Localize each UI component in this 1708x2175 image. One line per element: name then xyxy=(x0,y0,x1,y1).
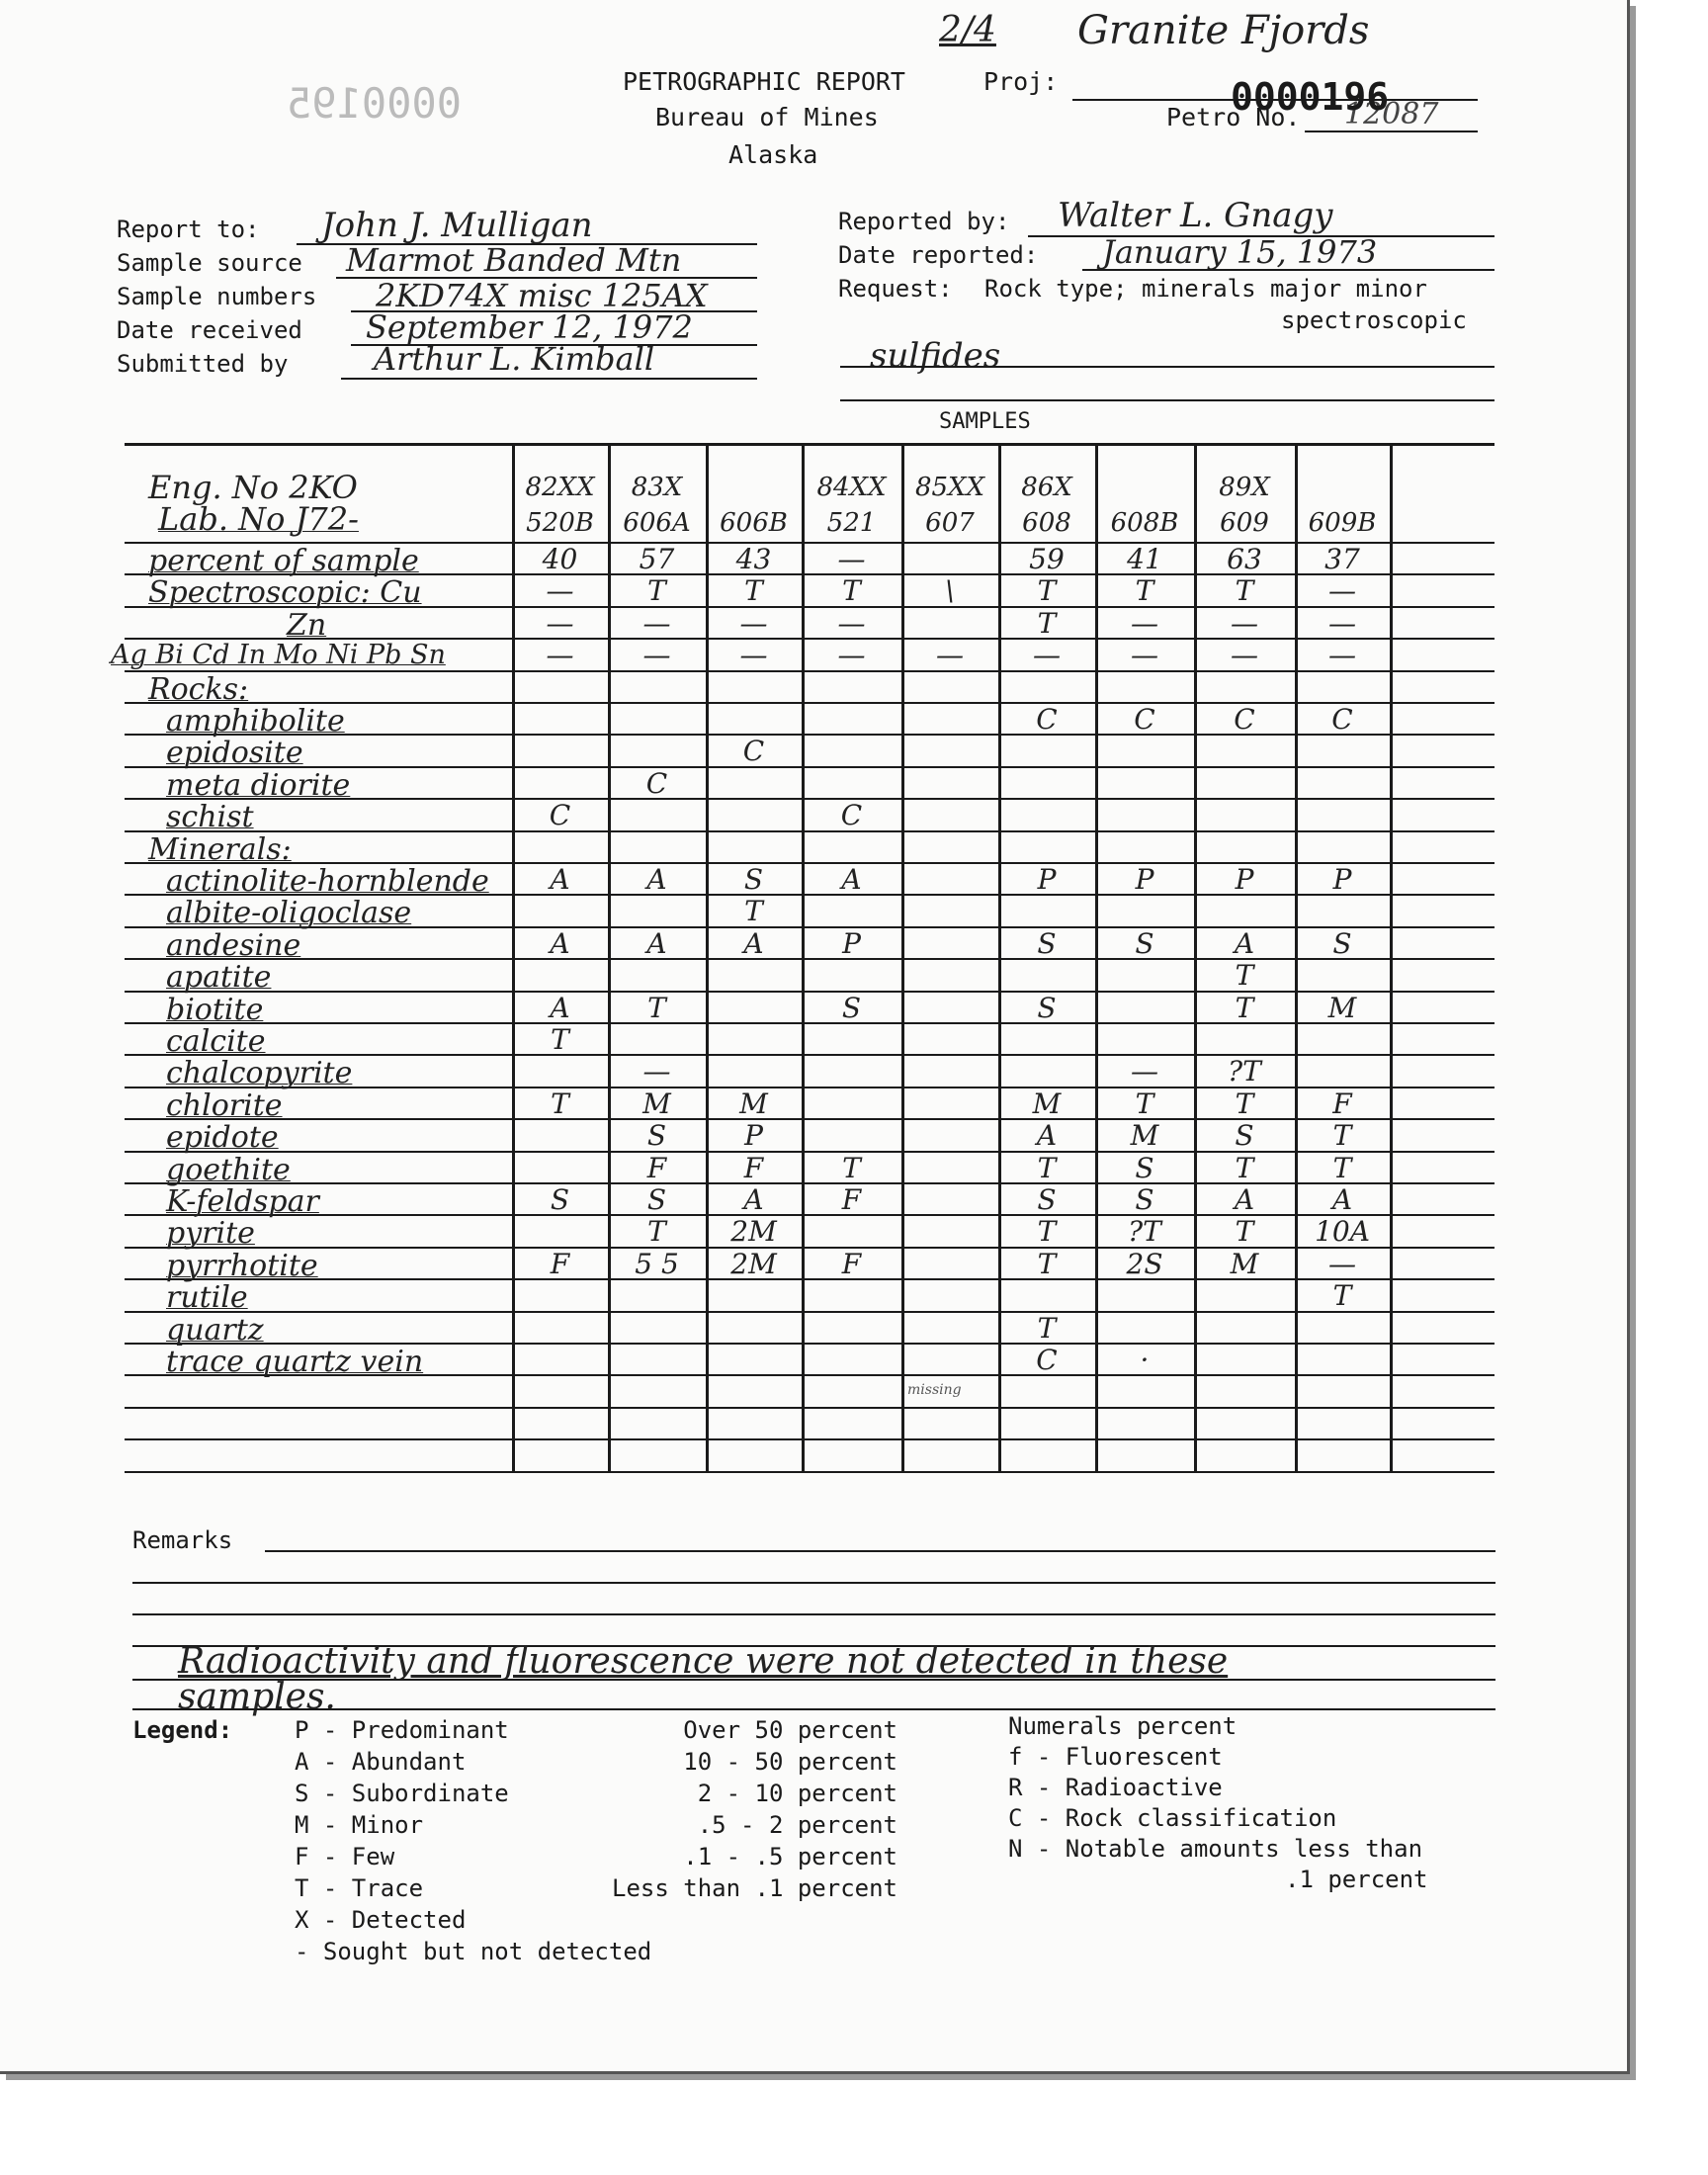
remarks-line-3 xyxy=(132,1613,1495,1615)
legend-code-item: S - Subordinate xyxy=(295,1780,509,1807)
table-cell: C xyxy=(645,766,668,800)
request-line-1 xyxy=(840,366,1494,368)
table-cell: — xyxy=(1328,1247,1356,1280)
remarks-text-2: samples. xyxy=(178,1677,336,1717)
table-cell: 57 xyxy=(639,543,675,575)
row-label: amphibolite xyxy=(166,704,345,739)
row-label: Spectroscopic: Cu xyxy=(148,575,422,611)
table-cell: C xyxy=(1331,703,1353,736)
row-label: Ag Bi Cd In Mo Ni Pb Sn xyxy=(111,640,446,671)
table-cell: S xyxy=(1037,1183,1057,1216)
table-cell: A xyxy=(1234,926,1255,960)
page-fraction: 2/4 xyxy=(939,10,996,50)
table-cell: S xyxy=(1235,1119,1254,1153)
lab-number-cell: 609 xyxy=(1220,508,1269,538)
table-cell: T xyxy=(1235,959,1254,993)
table-cell: C xyxy=(1036,703,1058,736)
table-row-rule xyxy=(125,1214,1494,1216)
remarks-text-1: Radioactivity and fluorescence were not detected in these xyxy=(178,1641,1229,1682)
table-row-rule xyxy=(125,1311,1494,1313)
legend-note-item: .1 percent xyxy=(1285,1866,1428,1893)
remarks-line-6 xyxy=(132,1708,1495,1710)
eng-number-cell: 85XX xyxy=(914,473,985,502)
date-received-label: Date received xyxy=(117,316,302,344)
table-cell: T xyxy=(842,574,861,608)
legend-code-item: P - Predominant xyxy=(295,1716,509,1744)
eng-no-label: Eng. No 2KO xyxy=(148,469,358,506)
bleed-through-stamp: 0000195 xyxy=(287,79,463,128)
sample-source-value: Marmot Banded Mtn xyxy=(346,241,682,279)
row-label: goethite xyxy=(166,1152,291,1187)
table-row-rule xyxy=(125,830,1494,832)
table-row-rule xyxy=(125,1118,1494,1120)
table-cell: T xyxy=(1037,1151,1057,1184)
table-cell: T xyxy=(1037,574,1057,608)
table-cell: — xyxy=(1131,1055,1158,1088)
table-cell: 63 xyxy=(1227,543,1262,575)
petro-no-value: 12087 xyxy=(1344,97,1439,131)
report-title: PETROGRAPHIC REPORT xyxy=(623,67,905,96)
sample-numbers-label: Sample numbers xyxy=(117,283,317,310)
table-cell: T xyxy=(551,1023,569,1056)
row-label: quartz xyxy=(166,1312,264,1348)
row-label: actinolite-hornblende xyxy=(166,864,489,899)
table-cell: — xyxy=(642,1055,671,1088)
table-cell: ?T xyxy=(1128,1215,1161,1249)
row-label: calcite xyxy=(166,1024,266,1059)
table-cell: S xyxy=(1037,991,1057,1024)
region-name: Granite Fjords xyxy=(1077,8,1370,53)
row-label: trace quartz vein xyxy=(166,1345,424,1379)
reported-by-value: Walter L. Gnagy xyxy=(1058,196,1333,235)
request-options: Rock type; minerals major minor xyxy=(984,275,1427,303)
table-row-rule xyxy=(125,1438,1494,1440)
table-cell: S xyxy=(1037,926,1057,960)
lab-number-cell: 608B xyxy=(1110,508,1179,538)
reported-by-label: Reported by: xyxy=(838,208,1010,235)
row-label: Zn xyxy=(287,607,327,643)
legend-code-item: F - Few xyxy=(295,1843,395,1870)
remarks-label: Remarks xyxy=(132,1526,233,1554)
table-cell: S xyxy=(1135,1183,1154,1216)
table-cell: — xyxy=(837,639,866,672)
table-cell: S xyxy=(550,1183,570,1216)
table-cell: — xyxy=(1328,606,1356,640)
row-label: apatite xyxy=(166,960,272,996)
remarks-line-5 xyxy=(132,1679,1495,1681)
table-cell: 40 xyxy=(542,543,578,575)
table-cell: M xyxy=(642,1087,671,1120)
row-label: pyrrhotite xyxy=(166,1248,318,1283)
submitted-by-label: Submitted by xyxy=(117,350,289,378)
lab-number-cell: 608 xyxy=(1022,508,1071,538)
table-cell: A xyxy=(550,863,570,896)
table-cell: S xyxy=(841,991,862,1024)
row-label: epidosite xyxy=(166,736,303,771)
report-to-label: Report to: xyxy=(117,216,260,243)
row-label: pyrite xyxy=(166,1216,255,1252)
table-cell: 59 xyxy=(1029,543,1065,575)
table-row-rule xyxy=(125,991,1494,993)
table-cell: C xyxy=(1036,1344,1058,1376)
legend-label: Legend: xyxy=(132,1716,233,1744)
legend-code-item: A - Abundant xyxy=(295,1748,467,1776)
eng-number-cell: 84XX xyxy=(816,473,887,502)
submitted-by-line xyxy=(341,378,757,380)
table-cell: P xyxy=(1135,863,1154,896)
table-cell: 10A xyxy=(1315,1215,1370,1249)
table-row-rule xyxy=(125,1407,1494,1409)
table-cell: — xyxy=(1131,639,1158,672)
table-cell: 5 5 xyxy=(635,1247,679,1280)
table-cell: — xyxy=(1328,574,1356,608)
table-cell: F xyxy=(743,1151,764,1184)
table-cell: P xyxy=(744,1119,763,1153)
request-label: Request: xyxy=(838,275,953,303)
table-cell: T xyxy=(1235,1215,1254,1249)
table-cell: A xyxy=(1036,1119,1058,1153)
agency-name: Bureau of Mines xyxy=(655,103,879,131)
document-id-stamp: 0000196 xyxy=(1231,75,1390,119)
table-cell: \ xyxy=(945,574,955,608)
submitted-by-value: Arthur L. Kimball xyxy=(374,340,655,378)
table-cell: 43 xyxy=(735,543,772,575)
table-cell: F xyxy=(1332,1087,1352,1120)
legend-code-item: M - Minor xyxy=(295,1811,424,1839)
table-cell: S xyxy=(743,863,764,896)
table-row-rule xyxy=(125,958,1494,960)
legend-percent-item: Over 50 percent xyxy=(683,1716,897,1744)
table-cell: — xyxy=(546,639,574,672)
legend-percent-item: .1 - .5 percent xyxy=(683,1843,897,1870)
row-label: andesine xyxy=(166,927,301,963)
eng-number-cell: 83X xyxy=(631,473,683,502)
table-cell: T xyxy=(1332,1151,1352,1184)
table-cell: M xyxy=(1032,1087,1062,1120)
lab-number-cell: 606A xyxy=(623,508,691,538)
table-cell: T xyxy=(1235,991,1254,1024)
table-cell: P xyxy=(1037,863,1057,896)
lab-number-cell: 607 xyxy=(925,508,975,538)
table-cell: 37 xyxy=(1324,543,1360,575)
legend-percent-item: Less than .1 percent xyxy=(612,1874,897,1902)
legend-note-item: N - Notable amounts less than xyxy=(1008,1835,1423,1863)
table-cell: A xyxy=(743,1183,764,1216)
table-cell: — xyxy=(1231,639,1258,672)
table-cell: A xyxy=(1331,1183,1353,1216)
lab-number-cell: 521 xyxy=(826,508,877,538)
remarks-line-1 xyxy=(265,1550,1495,1552)
table-cell: — xyxy=(1328,639,1356,672)
lab-number-cell: 609B xyxy=(1308,508,1377,538)
remarks-line-2 xyxy=(132,1582,1495,1584)
table-cell: M xyxy=(1130,1119,1159,1153)
legend-code-item: X - Detected xyxy=(295,1906,467,1934)
legend-note-item: C - Rock classification xyxy=(1008,1804,1337,1832)
date-reported-line xyxy=(1082,269,1494,271)
legend-code-item: - Sought but not detected xyxy=(295,1938,652,1965)
table-cell: F xyxy=(550,1247,570,1280)
table-cell: P xyxy=(1332,863,1352,896)
row-label: rutile xyxy=(166,1280,248,1316)
sample-source-label: Sample source xyxy=(117,249,302,277)
table-cell: T xyxy=(1037,1215,1057,1249)
table-cell: A xyxy=(550,991,570,1024)
table-cell: P xyxy=(842,926,861,960)
row-label: K-feldspar xyxy=(166,1184,319,1219)
table-cell: — xyxy=(1231,606,1258,640)
table-column-rule xyxy=(1390,443,1393,1471)
legend-code-item: T - Trace xyxy=(295,1874,424,1902)
table-cell: — xyxy=(1033,639,1061,672)
table-cell: A xyxy=(646,863,667,896)
table-cell: F xyxy=(841,1183,862,1216)
row-label: Rocks: xyxy=(148,671,249,707)
row-label: chalcopyrite xyxy=(166,1056,353,1091)
table-cell: M xyxy=(1327,991,1357,1024)
table-cell: C xyxy=(840,799,863,832)
table-cell: T xyxy=(647,1215,666,1249)
table-row-rule xyxy=(125,1247,1494,1249)
row-label: chlorite xyxy=(166,1088,283,1123)
table-cell: T xyxy=(647,991,666,1024)
table-cell: — xyxy=(739,639,768,672)
table-cell: T xyxy=(842,1151,861,1184)
table-row-rule xyxy=(125,1182,1494,1184)
table-cell: T xyxy=(744,895,763,928)
date-received-value: September 12, 1972 xyxy=(366,308,693,346)
table-cell: 2M xyxy=(730,1247,777,1280)
table-cell: — xyxy=(546,606,574,640)
table-cell: C xyxy=(742,735,765,768)
table-cell: — xyxy=(739,606,768,640)
table-cell: A xyxy=(1234,1183,1255,1216)
table-cell: A xyxy=(743,926,764,960)
sample-numbers-value: 2KD74X misc 125AX xyxy=(376,277,708,314)
table-cell: — xyxy=(1131,606,1158,640)
table-cell: — xyxy=(936,639,964,672)
table-cell: T xyxy=(1037,606,1057,640)
table-cell: C xyxy=(549,799,571,832)
report-to-value: John J. Mulligan xyxy=(321,206,593,245)
table-cell: T xyxy=(551,1087,569,1120)
table-cell: F xyxy=(646,1151,667,1184)
table-cell: 41 xyxy=(1127,543,1162,575)
request-spectroscopic: spectroscopic xyxy=(1281,306,1467,334)
row-label: schist xyxy=(166,800,254,835)
table-cell: T xyxy=(744,574,763,608)
state-name: Alaska xyxy=(728,140,818,169)
proj-label: Proj: xyxy=(983,67,1059,96)
table-cell: T xyxy=(1037,1247,1057,1280)
table-cell: — xyxy=(837,543,866,575)
row-label: percent of sample xyxy=(148,544,419,578)
table-cell: F xyxy=(841,1247,862,1280)
table-row-rule xyxy=(125,1151,1494,1153)
row-label: epidote xyxy=(166,1120,279,1156)
samples-title: SAMPLES xyxy=(939,409,1031,434)
table-cell: — xyxy=(546,574,574,608)
table-cell: P xyxy=(1235,863,1254,896)
table-cell: T xyxy=(1037,1311,1057,1345)
legend-percent-item: 10 - 50 percent xyxy=(683,1748,897,1776)
table-cell: S xyxy=(1332,926,1352,960)
lab-number-cell: 520B xyxy=(526,508,594,538)
table-cell: T xyxy=(1332,1119,1352,1153)
legend-note-item: Numerals percent xyxy=(1008,1712,1238,1740)
table-cell: S xyxy=(646,1119,667,1153)
table-cell: C xyxy=(1134,703,1155,736)
table-cell: ?T xyxy=(1228,1055,1261,1088)
table-cell: A xyxy=(550,926,570,960)
table-cell: · xyxy=(1140,1344,1150,1376)
table-top-rule xyxy=(125,443,1494,446)
request-note: sulfides xyxy=(870,336,1001,376)
table-cell: S xyxy=(1135,1151,1154,1184)
table-cell: T xyxy=(1332,1279,1352,1313)
request-line-2 xyxy=(840,399,1494,401)
table-cell: — xyxy=(642,639,671,672)
table-cell: — xyxy=(642,606,671,640)
table-cell: A xyxy=(646,926,667,960)
table-cell: M xyxy=(739,1087,768,1120)
table-cell: 2S xyxy=(1126,1247,1163,1280)
table-cell: M xyxy=(1230,1247,1259,1280)
row-label: meta diorite xyxy=(166,767,351,803)
row-label: albite-oligoclase xyxy=(166,896,412,931)
table-cell: C xyxy=(1234,703,1255,736)
row-label: Minerals: xyxy=(148,831,292,867)
petro-no-label: Petro No. xyxy=(1166,103,1301,131)
legend-percent-item: .5 - 2 percent xyxy=(697,1811,897,1839)
missing-note: missing xyxy=(907,1382,962,1399)
table-cell: S xyxy=(1135,926,1154,960)
table-cell: S xyxy=(646,1183,667,1216)
table-row-rule xyxy=(125,1278,1494,1280)
table-cell: A xyxy=(841,863,862,896)
table-cell: 2M xyxy=(730,1215,777,1249)
legend-percent-item: 2 - 10 percent xyxy=(697,1780,897,1807)
table-cell: T xyxy=(647,574,666,608)
table-cell: T xyxy=(1235,1087,1254,1120)
lab-no-label: Lab. No J72- xyxy=(158,500,359,538)
legend-note-item: R - Radioactive xyxy=(1008,1774,1223,1801)
table-cell: T xyxy=(1235,574,1254,608)
table-cell: T xyxy=(1135,574,1154,608)
table-row-rule xyxy=(125,1022,1494,1024)
eng-number-cell: 89X xyxy=(1219,473,1270,502)
table-cell: T xyxy=(1235,1151,1254,1184)
eng-number-cell: 86X xyxy=(1021,473,1072,502)
date-reported-value: January 15, 1973 xyxy=(1102,233,1378,271)
table-cell: T xyxy=(1135,1087,1154,1120)
row-label: biotite xyxy=(166,992,264,1027)
eng-number-cell: 82XX xyxy=(525,473,595,502)
legend-note-item: f - Fluorescent xyxy=(1008,1743,1223,1771)
date-reported-label: Date reported: xyxy=(838,241,1039,269)
table-row-rule xyxy=(125,1471,1494,1473)
table-cell: — xyxy=(837,606,866,640)
lab-number-cell: 606B xyxy=(720,508,788,538)
petro-no-line xyxy=(1305,130,1478,132)
